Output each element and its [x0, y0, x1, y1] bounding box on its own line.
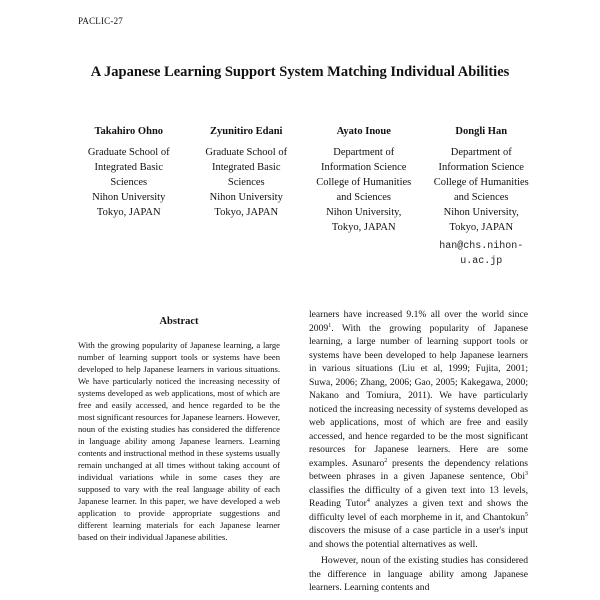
affiliation-line: Sciences	[110, 177, 148, 188]
affiliation-line: Tokyo, JAPAN	[96, 207, 161, 218]
body-text: discovers the misuse of a case particle in a user's input and shows the potential alternatives as well.	[309, 525, 528, 550]
affiliation-line: Graduate School of	[205, 147, 288, 158]
footnote-marker: 2	[384, 457, 388, 464]
affiliation-line: Department of	[450, 147, 512, 158]
author-name: Zyunitiro Edani	[210, 126, 283, 137]
footnote-marker: 3	[525, 470, 528, 477]
affiliation-line: and Sciences	[453, 192, 509, 203]
paper-title: A Japanese Learning Support System Matching Individual Abilities	[90, 64, 510, 80]
affiliation-line: Graduate School of	[87, 147, 170, 158]
abstract-text: With the growing popularity of Japanese learning, a large number of learning support tools or systems have been developed to help Japanese learners in various situations. We have particularly noticed the increasing necessity of systems developed as web applications, most of which are free and easily accessed, and hence regarded to be the most significant resources for Japanese learners. However, noun of the existing studies has considered the difference in language ability among Japanese learners. Learning contents and instructional method in these systems usually remain unchanged at all times without taking account of individual variations while in some cases they are supposed to vary with the real language ability of each Japanese learner. In this paper, we have developed a web application to provide appropriate suggestions and different learning materials for each Japanese learner based on their individual Japanese abilities.	[78, 340, 280, 542]
author-block	[188, 124, 306, 269]
body-paragraph	[309, 308, 528, 551]
author-block	[305, 124, 423, 269]
body-text: analyzes a given text and shows the difficulty level of each morpheme in it, and Chantokun	[309, 498, 528, 523]
abstract-heading: Abstract	[159, 316, 199, 327]
body-text: learners have increased 9.1% all over the world since 2009	[309, 309, 528, 334]
body-text: classifies the difficulty of a given text into 13 levels, Reading Tutor	[309, 484, 528, 509]
affiliation-line: Nihon University	[92, 192, 166, 203]
author-list	[70, 124, 540, 269]
affiliation-line: Sciences	[227, 177, 265, 188]
footnote-marker: 1	[328, 322, 332, 329]
affiliation-line: Nihon University,	[326, 207, 402, 218]
author-block	[70, 124, 188, 269]
affiliation-line: and Sciences	[336, 192, 392, 203]
affiliation-line: College of Humanities	[433, 177, 529, 188]
author-email[interactable]: han@chs.nihon-u.ac.jp	[439, 241, 524, 267]
affiliation-line: Integrated Basic	[94, 162, 163, 173]
footnote-marker: 5	[525, 511, 528, 518]
affiliation-line: College of Humanities	[316, 177, 412, 188]
body-text: . With the growing popularity of Japanese learning, a large number of learning support tools or systems have been developed to help Japanese learners in various situations (Liu et al, 1999; Fujita, 2001; Suwa, 2006; Zhang, 2006; Gao, 2005; Kakegawa, 2000; Nakano and Tomiura, 2011). We have particularly noticed the increasing necessity of systems developed as web applications, most of which are free and easily accessed, and hence regarded to be the most significant resources for Japanese learners. Here are some examples. Asunaro	[309, 322, 528, 469]
author-name: Ayato Inoue	[336, 126, 391, 137]
affiliation-line: Tokyo, JAPAN	[331, 222, 396, 233]
author-name: Takahiro Ohno	[94, 126, 164, 137]
affiliation-line: Information Science	[321, 162, 407, 173]
author-block	[423, 124, 541, 269]
body-text: presents the dependency relations between phrases in a given Japanese sentence, Obi	[309, 457, 528, 482]
abstract-section	[78, 316, 280, 543]
footnote-marker: 4	[366, 497, 370, 504]
affiliation-line: Nihon University,	[443, 207, 519, 218]
author-name: Dongli Han	[455, 126, 508, 137]
affiliation-line: Tokyo, JAPAN	[214, 207, 279, 218]
affiliation-line: Integrated Basic	[211, 162, 281, 173]
affiliation-line: Information Science	[438, 162, 524, 173]
body-text-column	[309, 308, 528, 598]
affiliation-line: Department of	[333, 147, 395, 158]
body-paragraph: However, noun of the existing studies has considered the difference in language ability among Japanese learners. Learning contents and	[309, 555, 528, 593]
affiliation-line: Nihon University	[209, 192, 283, 203]
conference-tag: PACLIC-27	[78, 16, 123, 26]
affiliation-line: Tokyo, JAPAN	[449, 222, 514, 233]
